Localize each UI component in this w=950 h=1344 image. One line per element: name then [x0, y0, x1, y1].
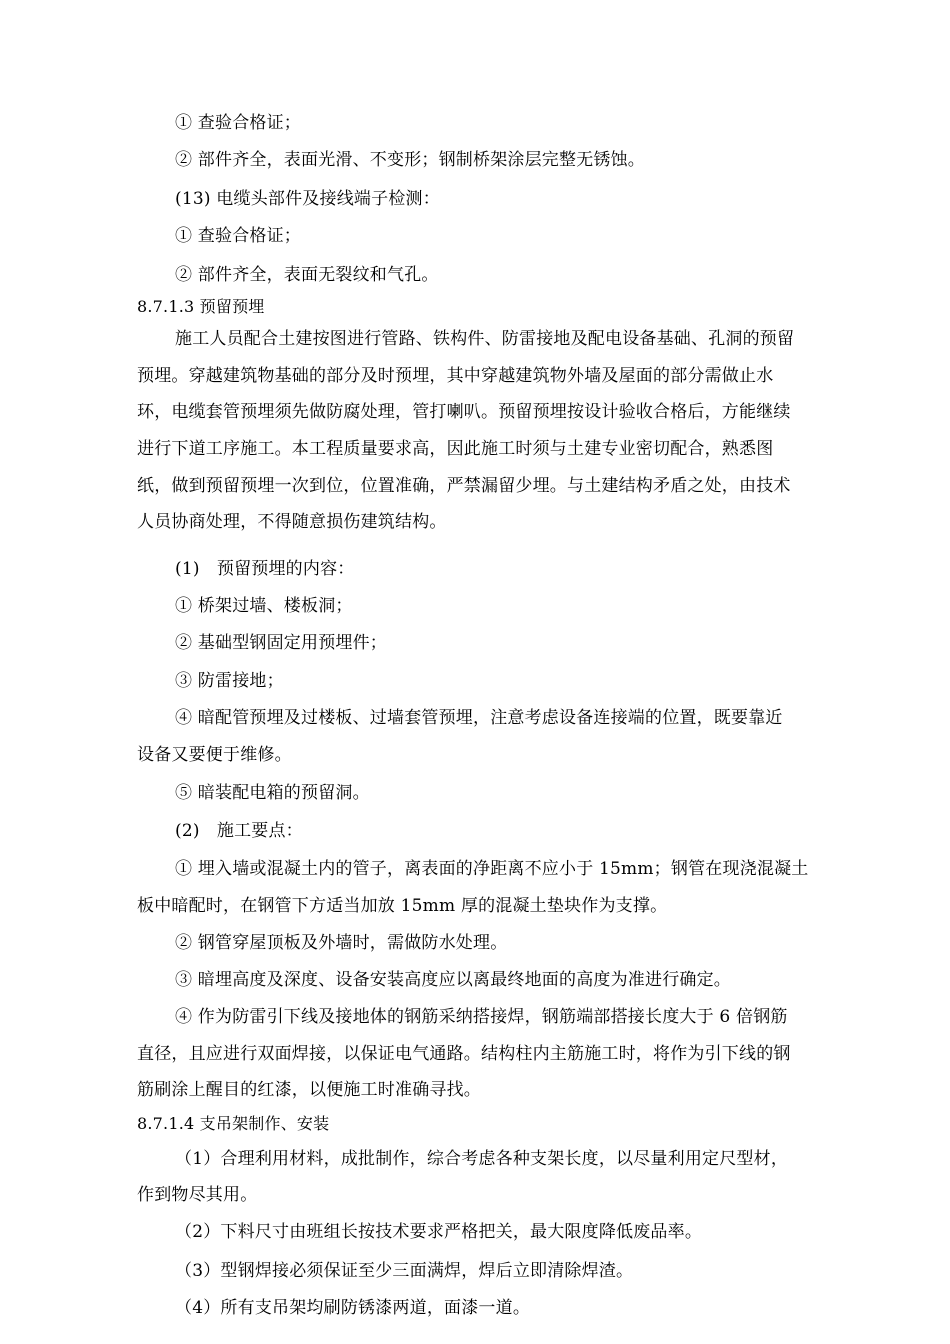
list-item-continuation: 板中暗配时，在钢管下方适当加放 15mm 厚的混凝土垫块作为支撑。 — [137, 896, 668, 916]
list-item: ② 钢管穿屋顶板及外墙时，需做防水处理。 — [175, 933, 508, 953]
paragraph-line: 进行下道工序施工。本工程质量要求高，因此施工时须与土建专业密切配合，熟悉图 — [137, 439, 774, 459]
list-item: （3）型钢焊接必须保证至少三面满焊，焊后立即清除焊渣。 — [175, 1261, 634, 1281]
section-heading: 8.7.1.4 支吊架制作、安装 — [137, 1114, 330, 1133]
list-item: ① 查验合格证； — [175, 226, 302, 246]
list-item: ④ 作为防雷引下线及接地体的钢筋采纳搭接焊，钢筋端部搭接长度大于 6 倍钢筋 — [175, 1007, 788, 1027]
list-item-continuation: 设备又要便于维修。 — [137, 745, 292, 765]
subheading: (1) 预留预埋的内容： — [175, 559, 355, 579]
list-item: ② 部件齐全，表面无裂纹和气孔。 — [175, 265, 439, 285]
list-item: ④ 暗配管预埋及过楼板、过墙套管预埋，注意考虑设备连接端的位置，既要靠近 — [175, 708, 783, 728]
list-item-continuation: 直径，且应进行双面焊接，以保证电气通路。结构柱内主筋施工时，将作为引下线的钢 — [137, 1044, 791, 1064]
list-item: ② 部件齐全，表面光滑、不变形；钢制桥架涂层完整无锈蚀。 — [175, 150, 646, 170]
subheading: (2) 施工要点： — [175, 821, 303, 841]
list-item: ① 查验合格证； — [175, 113, 302, 133]
section-heading: 8.7.1.3 预留预埋 — [137, 297, 265, 316]
list-item: （2）下料尺寸由班组长按技术要求严格把关，最大限度降低废品率。 — [175, 1222, 703, 1242]
paragraph-line: 人员协商处理，不得随意损伤建筑结构。 — [137, 512, 447, 532]
list-item: ② 基础型钢固定用预埋件； — [175, 633, 388, 653]
list-item: （4）所有支吊架均刷防锈漆两道，面漆一道。 — [175, 1298, 531, 1318]
paragraph-line: 环，电缆套管预埋须先做防腐处理，管打喇叭。预留预埋按设计验收合格后，方能继续 — [137, 402, 791, 422]
paragraph-line: 施工人员配合土建按图进行管路、铁构件、防雷接地及配电设备基础、孔洞的预留 — [175, 329, 795, 349]
list-item-continuation: 筋刷涂上醒目的红漆，以便施工时准确寻找。 — [137, 1080, 481, 1100]
list-item: ⑤ 暗装配电箱的预留洞。 — [175, 783, 370, 803]
subheading: (13) 电缆头部件及接线端子检测： — [175, 189, 440, 209]
list-item: ① 桥架过墙、楼板洞； — [175, 596, 353, 616]
list-item-continuation: 作到物尽其用。 — [137, 1185, 258, 1205]
list-item: ③ 防雷接地； — [175, 671, 284, 691]
list-item: （1）合理利用材料，成批制作，综合考虑各种支架长度，以尽量利用定尺型材， — [175, 1149, 789, 1169]
list-item: ① 埋入墙或混凝土内的管子，离表面的净距离不应小于 15mm；钢管在现浇混凝土 — [175, 859, 809, 879]
paragraph-line: 纸，做到预留预埋一次到位，位置准确，严禁漏留少埋。与土建结构矛盾之处，由技术 — [137, 476, 791, 496]
paragraph-line: 预埋。穿越建筑物基础的部分及时预埋，其中穿越建筑物外墙及屋面的部分需做止水 — [137, 366, 774, 386]
list-item: ③ 暗埋高度及深度、设备安装高度应以离最终地面的高度为准进行确定。 — [175, 970, 732, 990]
